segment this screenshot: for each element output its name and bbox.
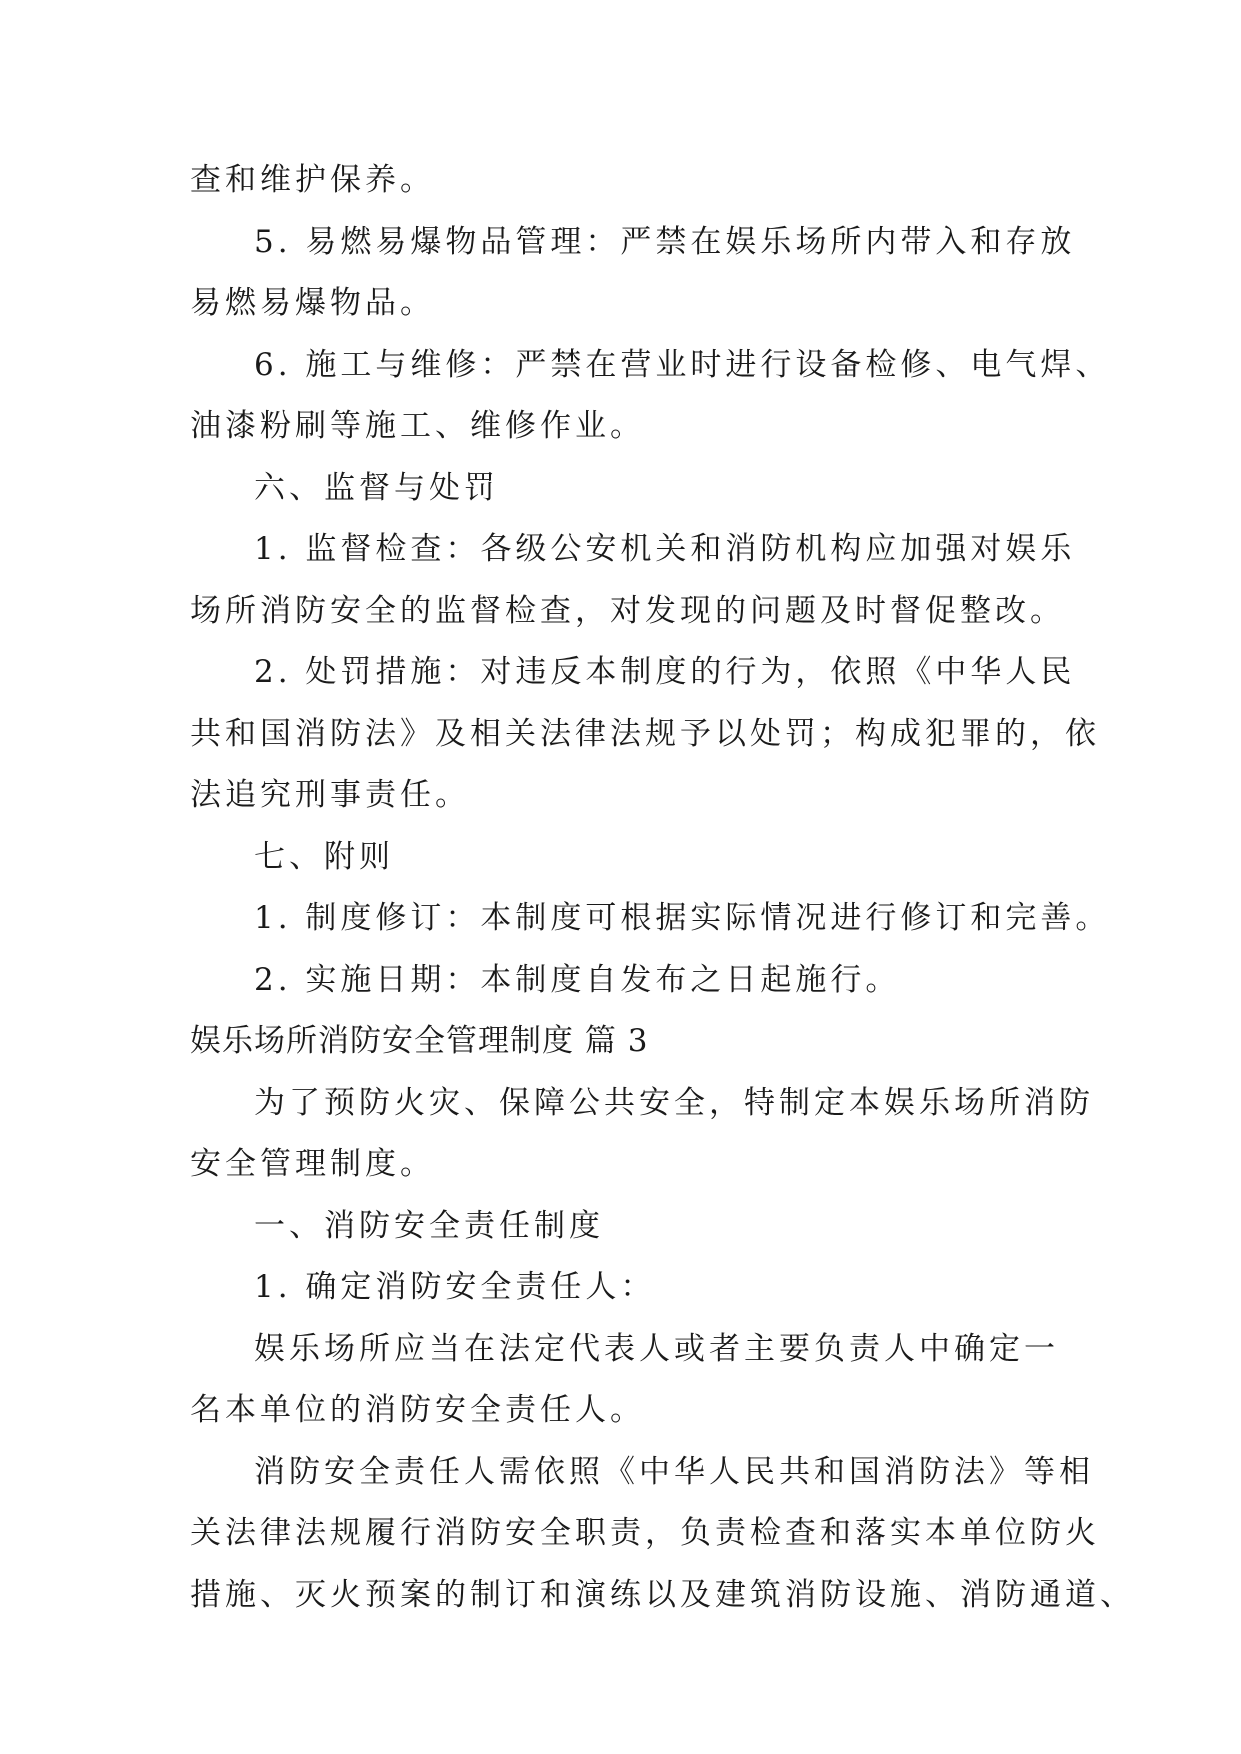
paragraph-line: 法追究刑事责任。 xyxy=(190,777,470,813)
list-item-line: 2. 处罚措施：对违反本制度的行为，依照《中华人民 xyxy=(254,654,1076,690)
paragraph-line: 名本单位的消防安全责任人。 xyxy=(190,1392,645,1428)
list-item-line: 1. 确定消防安全责任人： xyxy=(254,1269,656,1305)
paragraph-line: 场所消防安全的监督检查，对发现的问题及时督促整改。 xyxy=(190,592,1065,629)
list-item-line: 6. 施工与维修：严禁在营业时进行设备检修、电气焊、 xyxy=(254,346,1111,383)
list-item-line: 2. 实施日期：本制度自发布之日起施行。 xyxy=(254,961,901,998)
section-heading: 一、消防安全责任制度 xyxy=(254,1207,604,1244)
list-item-line: 1. 制度修订：本制度可根据实际情况进行修订和完善。 xyxy=(254,900,1111,936)
paragraph-line: 娱乐场所应当在法定代表人或者主要负责人中确定一 xyxy=(254,1330,1059,1367)
section-heading: 六、监督与处罚 xyxy=(254,469,499,506)
document-title: 娱乐场所消防安全管理制度 篇 3 xyxy=(190,1023,649,1059)
paragraph-line: 关法律法规履行消防安全职责，负责检查和落实本单位防火 xyxy=(190,1515,1100,1551)
paragraph-line: 易燃易爆物品。 xyxy=(190,285,435,321)
section-heading: 七、附则 xyxy=(254,838,394,875)
paragraph-line: 措施、灭火预案的制订和演练以及建筑消防设施、消防通道、 xyxy=(190,1576,1135,1613)
paragraph-line: 安全管理制度。 xyxy=(190,1146,435,1182)
list-item-line: 5. 易燃易爆物品管理：严禁在娱乐场所内带入和存放 xyxy=(254,223,1076,260)
paragraph-line: 共和国消防法》及相关法律法规予以处罚；构成犯罪的，依 xyxy=(190,715,1100,752)
paragraph-line: 为了预防火灾、保障公共安全，特制定本娱乐场所消防 xyxy=(254,1084,1094,1121)
paragraph-line: 查和维护保养。 xyxy=(190,162,435,198)
paragraph-line: 消防安全责任人需依照《中华人民共和国消防法》等相 xyxy=(254,1453,1094,1490)
list-item-line: 1. 监督检查：各级公安机关和消防机构应加强对娱乐 xyxy=(254,531,1076,567)
document-body xyxy=(190,150,1135,1626)
paragraph-line: 油漆粉刷等施工、维修作业。 xyxy=(190,408,645,444)
